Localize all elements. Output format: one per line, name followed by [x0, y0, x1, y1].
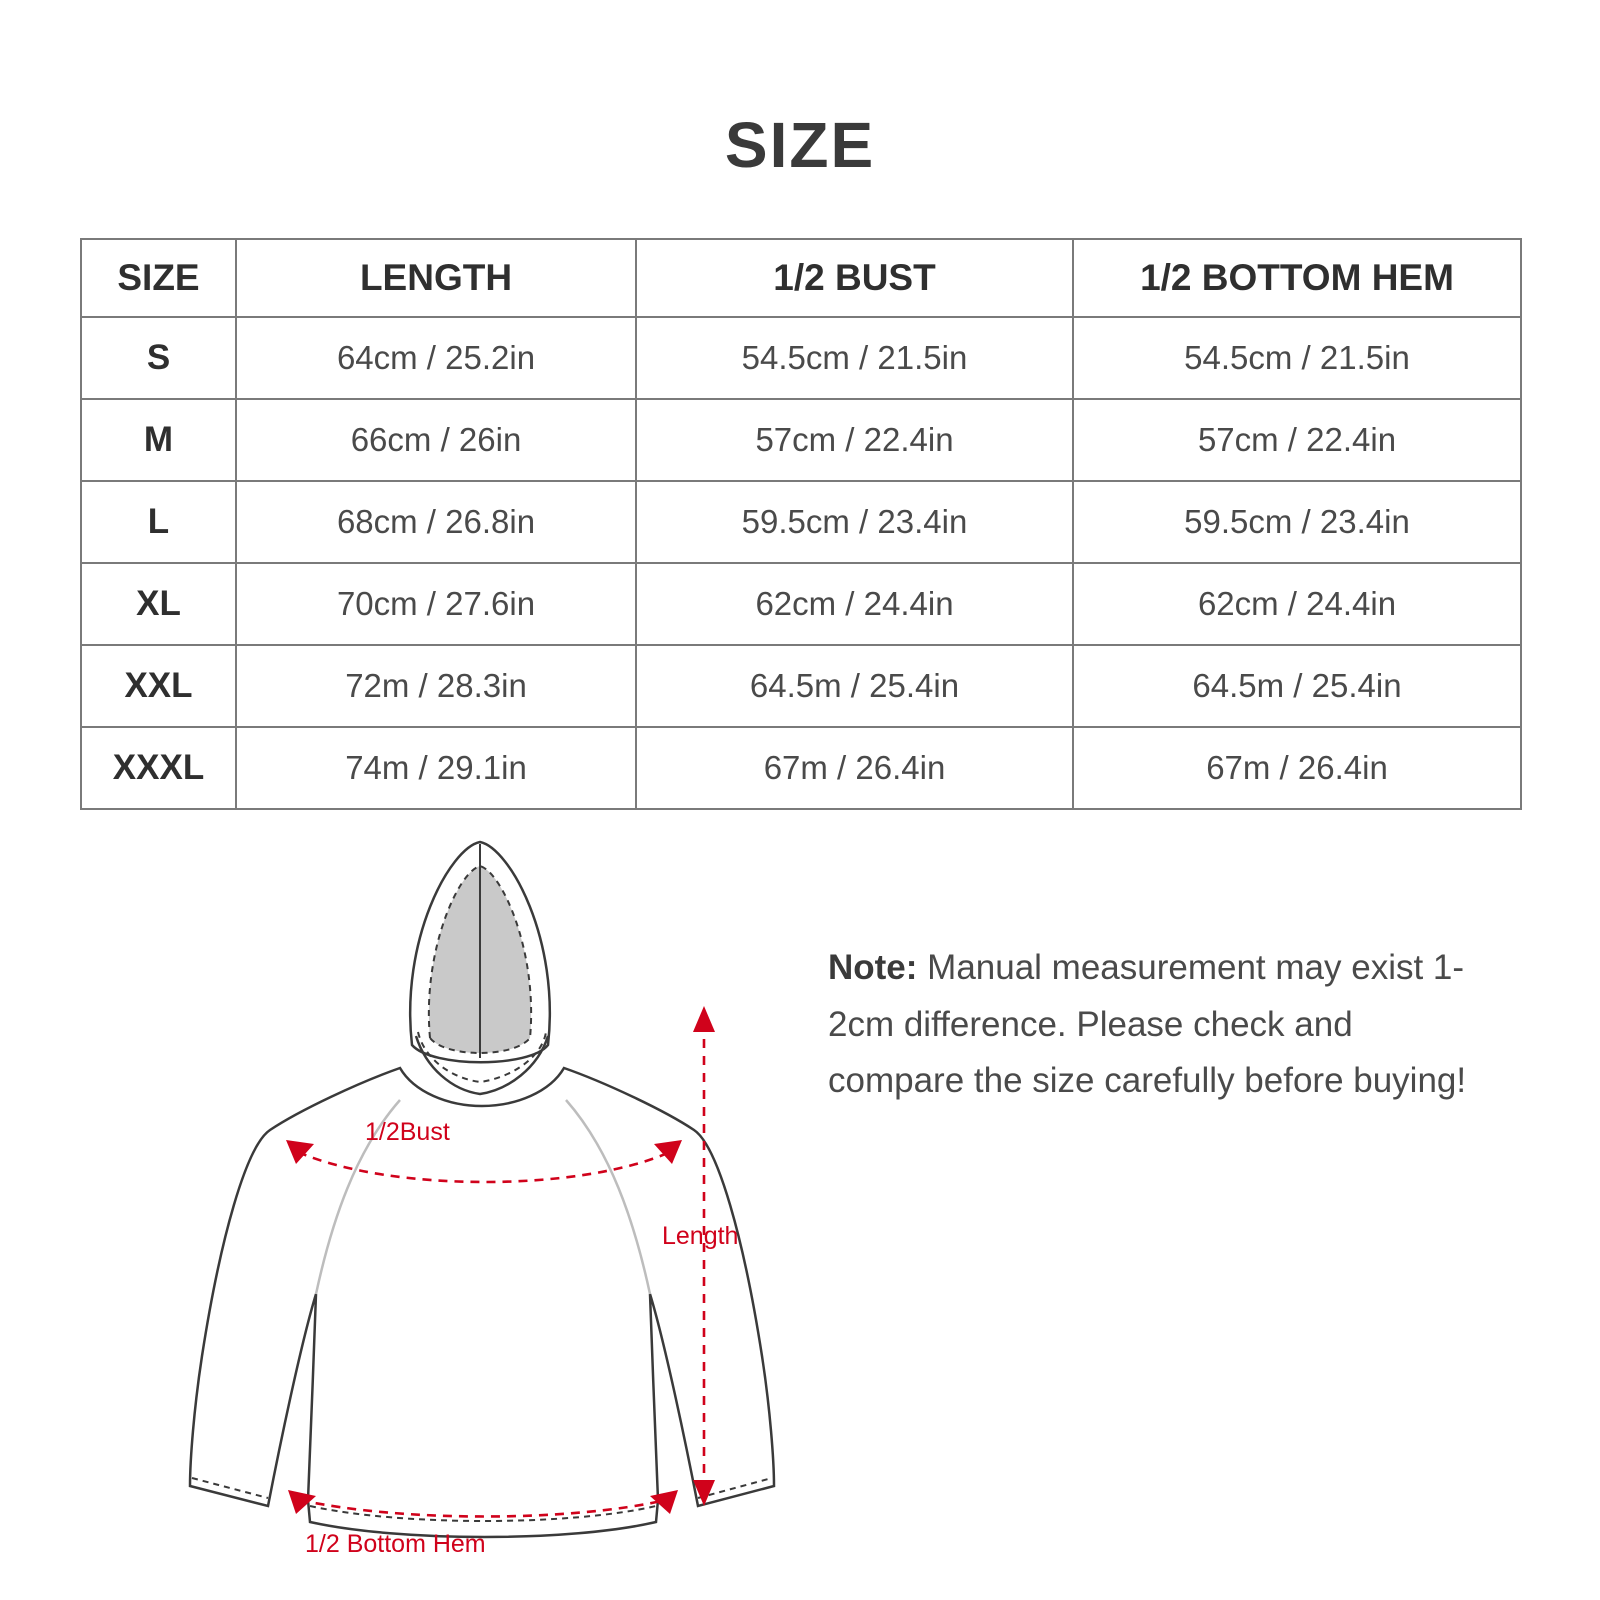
- table-row: [81, 317, 1521, 399]
- cell-bust: 67m / 26.4in: [636, 727, 1073, 809]
- body-icon: [190, 1068, 774, 1537]
- cell-bust: 54.5cm / 21.5in: [636, 317, 1073, 399]
- cell-size: M: [81, 399, 236, 481]
- note-label: Note:: [828, 948, 918, 987]
- cell-length: 66cm / 26in: [236, 399, 636, 481]
- page-title: SIZE: [724, 109, 876, 181]
- table-row: [81, 645, 1521, 727]
- column-header-size: SIZE: [81, 239, 236, 317]
- length-measure-label: Length: [662, 1222, 739, 1250]
- cell-length: 74m / 29.1in: [236, 727, 636, 809]
- cell-hem: 64.5m / 25.4in: [1073, 645, 1521, 727]
- table-row: [81, 399, 1521, 481]
- cell-bust: 64.5m / 25.4in: [636, 645, 1073, 727]
- table-header-row: [81, 239, 1521, 317]
- cell-length: 64cm / 25.2in: [236, 317, 636, 399]
- cell-size: XL: [81, 563, 236, 645]
- hood-icon: [410, 842, 550, 1094]
- hoodie-diagram: [150, 800, 810, 1560]
- cell-hem: 59.5cm / 23.4in: [1073, 481, 1521, 563]
- cell-size: XXXL: [81, 727, 236, 809]
- note-body: Manual measurement may exist 1-2cm difference. Please check and compare the size carefully before buying!: [828, 948, 1467, 1101]
- cell-bust: 62cm / 24.4in: [636, 563, 1073, 645]
- cell-hem: 57cm / 22.4in: [1073, 399, 1521, 481]
- cell-size: XXL: [81, 645, 236, 727]
- cell-hem: 54.5cm / 21.5in: [1073, 317, 1521, 399]
- cell-hem: 62cm / 24.4in: [1073, 563, 1521, 645]
- cell-length: 72m / 28.3in: [236, 645, 636, 727]
- table-row: [81, 727, 1521, 809]
- column-header-length: LENGTH: [236, 239, 636, 317]
- cell-length: 68cm / 26.8in: [236, 481, 636, 563]
- cell-size: S: [81, 317, 236, 399]
- column-header-bust: 1/2 BUST: [636, 239, 1073, 317]
- note-text: [828, 940, 1468, 1110]
- cell-bust: 57cm / 22.4in: [636, 399, 1073, 481]
- table-row: [81, 563, 1521, 645]
- bust-measure-label: 1/2Bust: [365, 1118, 450, 1146]
- cell-length: 70cm / 27.6in: [236, 563, 636, 645]
- cell-hem: 67m / 26.4in: [1073, 727, 1521, 809]
- cell-size: L: [81, 481, 236, 563]
- bottom-hem-measure-label: 1/2 Bottom Hem: [305, 1530, 486, 1558]
- cell-bust: 59.5cm / 23.4in: [636, 481, 1073, 563]
- column-header-bottom-hem: 1/2 BOTTOM HEM: [1073, 239, 1521, 317]
- size-chart-table: [80, 238, 1522, 810]
- table-row: [81, 481, 1521, 563]
